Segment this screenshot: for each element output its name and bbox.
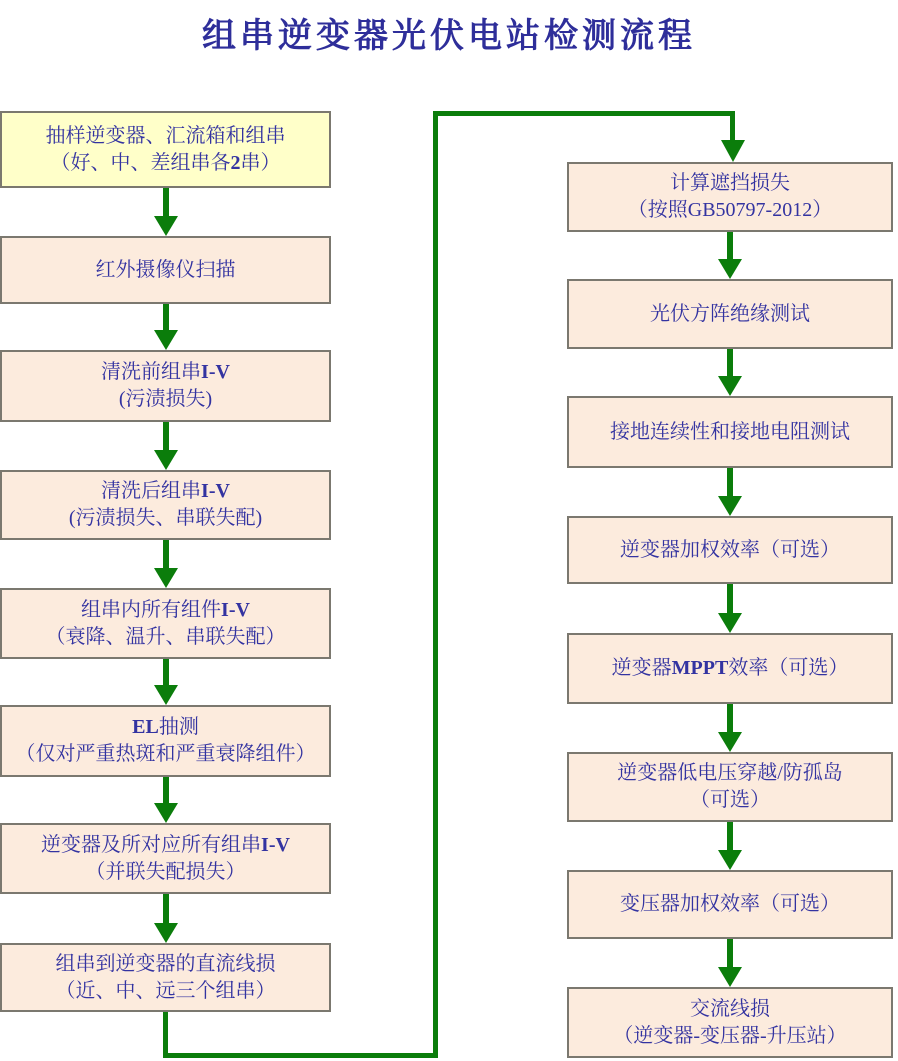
box-text-segment: I-V — [221, 598, 250, 621]
box-text-segment: 逆变器加权效率（可选） — [620, 538, 840, 561]
flow-arrow-down-icon — [154, 304, 178, 350]
arrow-head — [154, 923, 178, 943]
connector-line-top-horizontal — [433, 111, 735, 116]
arrow-stem — [727, 704, 733, 732]
flow-box-shading-loss — [567, 162, 893, 232]
box-text-segment: （逆变器-变压器-升压站） — [613, 1024, 847, 1047]
connector-line-exit-vertical — [163, 1012, 168, 1056]
box-text-segment: 串） — [240, 151, 281, 174]
arrow-head — [718, 967, 742, 987]
box-text-line — [690, 996, 770, 1023]
box-text-line — [96, 257, 236, 284]
box-text-line — [46, 123, 286, 150]
box-text-line — [620, 537, 840, 564]
arrow-head — [718, 850, 742, 870]
flow-box-post-cleaning-string-iv — [0, 470, 331, 540]
flow-arrow-down-icon — [718, 704, 742, 752]
arrow-head — [718, 259, 742, 279]
page-title: 组串逆变器光伏电站检测流程 — [202, 18, 696, 55]
connector-arrow-stem — [730, 111, 735, 142]
flow-box-inverter-weighted-efficiency — [567, 516, 893, 584]
box-text-segment: 组串内所有组件 — [81, 598, 222, 621]
arrow-stem — [163, 659, 169, 685]
box-text-line — [16, 741, 316, 768]
flow-box-sampling — [0, 111, 331, 188]
arrow-stem — [727, 349, 733, 376]
flow-arrow-down-icon — [154, 894, 178, 943]
box-text-segment: （可选） — [690, 789, 770, 811]
flow-arrow-down-icon — [718, 822, 742, 870]
arrow-head — [154, 450, 178, 470]
box-text-segment: 变压器加权效率（可选） — [620, 893, 840, 915]
box-text-line — [132, 714, 199, 741]
arrow-stem — [727, 822, 733, 850]
box-text-segment: 逆变器低电压穿越/防孤岛 — [617, 762, 843, 784]
flow-box-dc-line-loss — [0, 943, 331, 1012]
arrow-head — [718, 613, 742, 633]
box-text-segment: (污渍损失) — [118, 388, 213, 410]
box-text-line — [670, 170, 790, 197]
flow-box-lvrt-anti-islanding — [567, 752, 893, 822]
flow-box-all-modules-iv — [0, 588, 331, 659]
flow-arrow-down-icon — [154, 422, 178, 470]
box-text-segment: 组串到逆变器的直流线损 — [55, 952, 276, 975]
arrow-stem — [163, 540, 169, 568]
box-text-segment: 交流线损 — [690, 997, 770, 1020]
arrow-head — [154, 330, 178, 350]
box-text-line — [81, 597, 250, 624]
box-text-segment: 抽测 — [158, 716, 199, 738]
flow-arrow-down-icon — [718, 232, 742, 279]
arrow-stem — [163, 422, 169, 450]
arrow-stem — [163, 304, 169, 330]
flow-box-inverter-all-strings-iv — [0, 823, 331, 894]
arrow-stem — [727, 232, 733, 259]
arrow-stem — [163, 894, 169, 923]
box-text-line — [620, 891, 840, 918]
flow-arrow-down-icon — [718, 939, 742, 987]
connector-line-bottom-horizontal — [163, 1053, 438, 1058]
box-text-line — [690, 787, 770, 814]
box-text-segment: 红外摄像仪扫描 — [95, 258, 236, 281]
box-text-segment: 清洗后组串 — [101, 480, 202, 502]
box-text-segment: 清洗前组串 — [101, 361, 202, 383]
flow-box-pre-cleaning-string-iv — [0, 350, 331, 422]
box-text-line — [86, 859, 246, 886]
box-text-segment: I-V — [201, 361, 230, 383]
flow-box-transformer-weighted-efficiency — [567, 870, 893, 939]
arrow-head — [154, 216, 178, 236]
box-text-line — [628, 197, 832, 224]
box-text-line — [650, 301, 810, 328]
box-text-line — [617, 760, 843, 787]
box-text-segment: (污渍损失、串联失配) — [68, 507, 263, 529]
box-text-line — [51, 150, 281, 177]
box-text-segment: 光伏方阵绝缘测试 — [650, 302, 810, 325]
box-text-segment: （近、中、远三个组串） — [55, 979, 276, 1002]
box-text-segment: 逆变器及所对应所有组串 — [41, 833, 262, 856]
box-text-line — [101, 359, 230, 386]
arrow-head — [154, 803, 178, 823]
arrow-head — [154, 685, 178, 705]
flow-box-infrared-scan — [0, 236, 331, 304]
box-text-segment: I-V — [261, 833, 290, 856]
arrow-stem — [727, 468, 733, 496]
flow-box-array-insulation-test — [567, 279, 893, 349]
box-text-line — [69, 505, 262, 532]
flow-arrow-down-icon — [154, 188, 178, 236]
box-text-segment: 2 — [230, 151, 241, 174]
box-text-segment: 计算遮挡损失 — [670, 172, 790, 194]
flow-arrow-down-icon — [154, 659, 178, 705]
flow-arrow-down-icon — [154, 540, 178, 588]
arrow-stem — [163, 188, 169, 216]
box-text-line — [101, 478, 230, 505]
box-text-segment: （好、中、差组串各 — [50, 151, 231, 174]
box-text-segment: 抽样逆变器、汇流箱和组串 — [45, 124, 286, 147]
flow-box-grounding-test — [567, 396, 893, 468]
box-text-segment: （并联失配损失） — [85, 860, 246, 883]
flow-box-el-sampling-test — [0, 705, 331, 777]
arrow-head — [154, 568, 178, 588]
box-text-segment: MPPT — [671, 657, 729, 679]
box-text-segment: （按照GB50797-2012） — [627, 199, 833, 221]
connector-arrowhead-icon — [721, 140, 745, 162]
flow-arrow-down-icon — [718, 349, 742, 396]
box-text-line — [612, 655, 849, 682]
box-text-segment: 逆变器 — [611, 657, 672, 679]
flow-box-inverter-mppt-efficiency — [567, 633, 893, 704]
box-text-segment: （仅对严重热斑和严重衰降组件） — [15, 743, 316, 765]
box-text-segment: 接地连续性和接地电阻测试 — [610, 420, 850, 443]
flow-arrow-down-icon — [718, 468, 742, 516]
arrow-head — [718, 376, 742, 396]
arrow-stem — [727, 939, 733, 967]
box-text-line — [46, 624, 286, 651]
box-text-line — [41, 832, 290, 859]
box-text-segment: EL — [132, 716, 159, 738]
arrow-stem — [163, 777, 169, 803]
arrow-head — [718, 732, 742, 752]
box-text-segment: （衰降、温升、串联失配） — [45, 625, 286, 648]
box-text-segment: 效率（可选） — [728, 657, 849, 679]
arrow-stem — [727, 584, 733, 613]
flow-arrow-down-icon — [154, 777, 178, 823]
connector-line-middle-vertical — [433, 111, 438, 1058]
box-text-line — [613, 1023, 846, 1050]
flow-box-ac-line-loss — [567, 987, 893, 1058]
flow-arrow-down-icon — [718, 584, 742, 633]
box-text-line — [119, 386, 212, 413]
box-text-segment: I-V — [201, 480, 230, 502]
box-text-line — [610, 419, 850, 446]
box-text-line — [56, 951, 276, 978]
arrow-head — [718, 496, 742, 516]
box-text-line — [56, 978, 276, 1005]
